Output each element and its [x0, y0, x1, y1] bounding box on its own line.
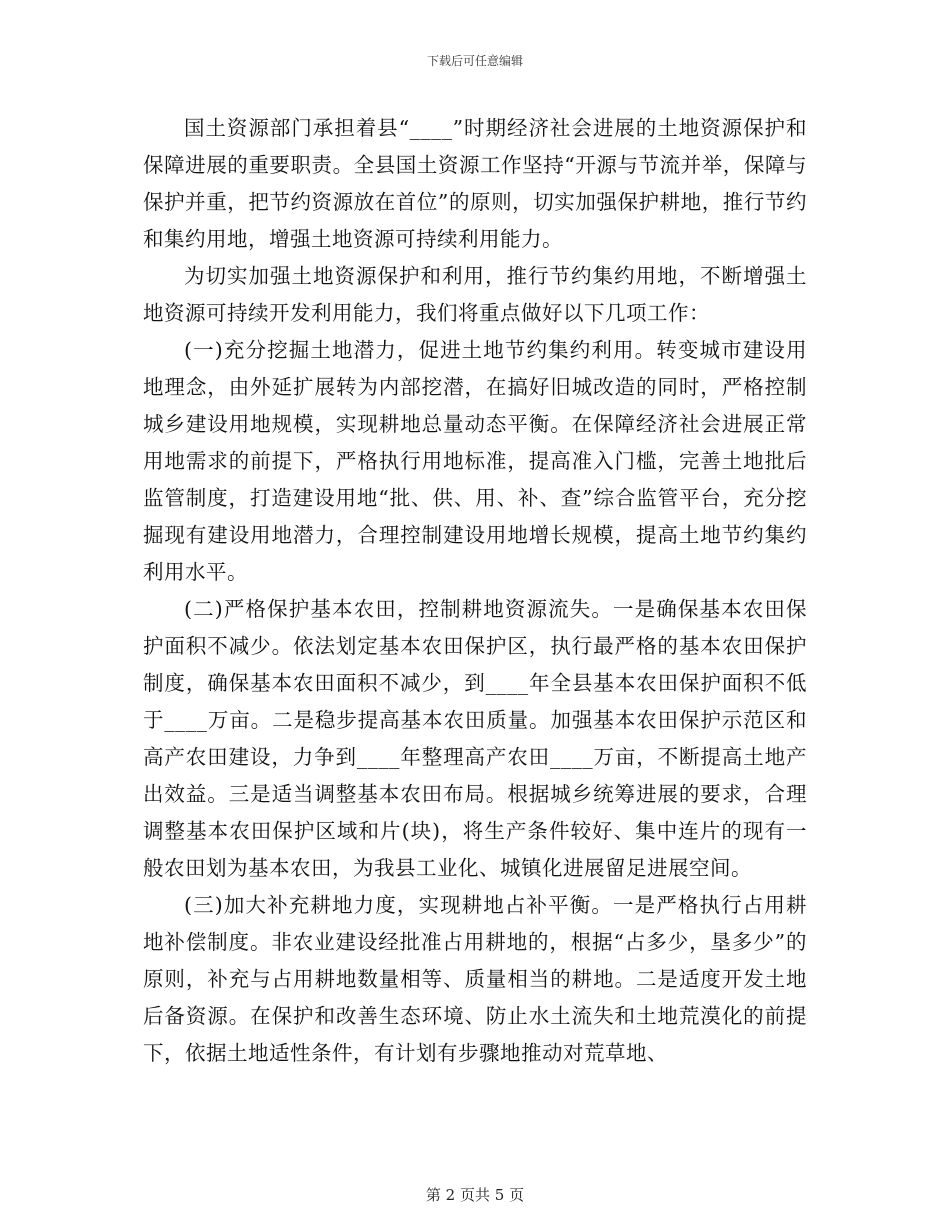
- paragraph-section-1: (一)充分挖掘土地潜力，促进土地节约集约利用。转变城市建设用地理念，由外延扩展转为内部挖潜，在搞好旧城改造的同时，严格控制城乡建设用地规模，实现耕地总量动态平衡。在保障经济社会进展正常用地需求的前提下，严格执行用地标准，提高准入门槛，完善土地批后监管制度，打造建设用地“批、供、用、补、查”综合监管平台，充分挖掘现有建设用地潜力，合理控制建设用地增长规模，提高土地节约集约利用水平。: [143, 338, 807, 584]
- page-footer: 第 2 页共 5 页: [425, 1186, 525, 1204]
- paragraph-section-3: (三)加大补充耕地力度，实现耕地占补平衡。一是严格执行占用耕地补偿制度。非农业建设经批准占用耕地的，根据“占多少，垦多少”的原则，补充与占用耕地数量相等、质量相当的耕地。二是适度开发土地后备资源。在保护和改善生态环境、防止水土流失和土地荒漠化的前提下，依据土地适性条件，有计划有步骤地推动对荒草地、: [143, 893, 807, 1065]
- document-body: [143, 110, 807, 1072]
- paragraph-section-2: (二)严格保护基本农田，控制耕地资源流失。一是确保基本农田保护面积不减少。依法划定基本农田保护区，执行最严格的基本农田保护制度，确保基本农田面积不减少，到____年全县基本农田保护面积不低于____万亩。二是稳步提高基本农田质量。加强基本农田保护示范区和高产农田建设，力争到____年整理高产农田____万亩，不断提高土地产出效益。三是适当调整基本农田布局。根据城乡统筹进展的要求，合理调整基本农田保护区域和片(块)，将生产条件较好、集中连片的现有一般农田划为基本农田，为我县工业化、城镇化进展留足进展空间。: [143, 597, 807, 880]
- page-header: 下载后可任意编辑: [426, 54, 523, 68]
- paragraph-intro: 国土资源部门承担着县“____”时期经济社会进展的土地资源保护和保障进展的重要职责。全县国土资源工作坚持“开源与节流并举，保障与保护并重，把节约资源放在首位”的原则，切实加强保护耕地，推行节约和集约用地，增强土地资源可持续利用能力。: [143, 116, 807, 251]
- paragraph-overview: 为切实加强土地资源保护和利用，推行节约集约用地，不断增强土地资源可持续开发利用能力，我们将重点做好以下几项工作：: [143, 264, 807, 325]
